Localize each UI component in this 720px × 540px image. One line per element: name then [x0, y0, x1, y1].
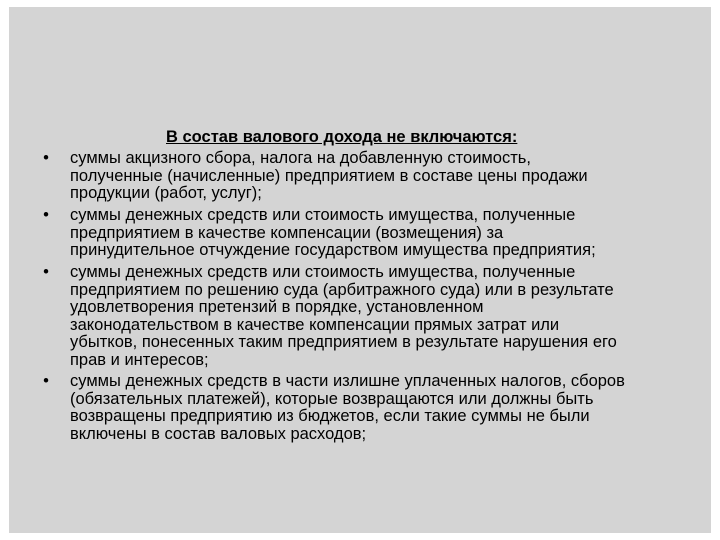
list-item-text: суммы денежных средств или стоимость имущества, полученные предприятием по решению суда (арбитражного суда) или в результате удовлетворения претензий в порядке, установленном законодательством в качестве компенсации прямых затрат или убытков, понесенных таким предприятием в результате нарушения его прав и интересов;	[70, 263, 617, 369]
list-item-text: суммы денежных средств или стоимость имущества, полученные предприятием в качестве компенсации (возмещения) за принудительное отчуждение государством имущества предприятия;	[70, 206, 596, 259]
slide-heading: В состав валового дохода не включаются:	[166, 128, 518, 146]
bullet-icon: •	[43, 372, 49, 390]
bullet-icon: •	[43, 149, 49, 167]
bullet-icon: •	[43, 206, 49, 224]
list-item-text: суммы акцизного сбора, налога на добавленную стоимость, полученные (начисленные) предприятием в составе цены продажи продукции (работ, услуг);	[70, 149, 588, 202]
bullet-icon: •	[43, 263, 49, 281]
list-item-text: суммы денежных средств в части излишне уплаченных налогов, сборов (обязательных платежей), которые возвращаются или должны быть возвращены предприятию из бюджетов, если такие суммы не были включены в состав валовых расходов;	[70, 372, 625, 443]
